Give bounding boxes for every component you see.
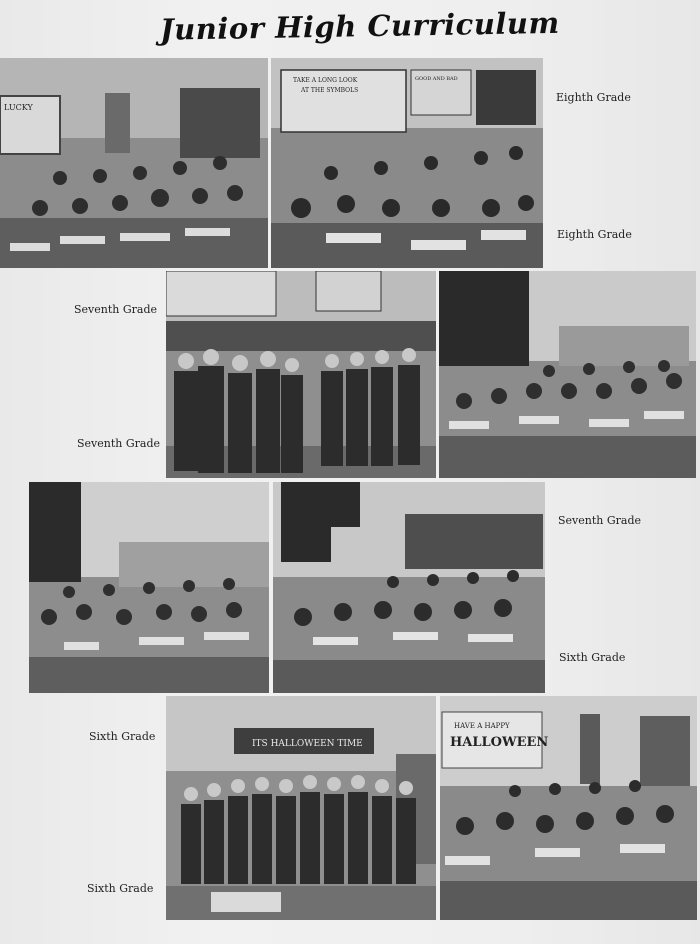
halloween-banner-text: ITS HALLOWEEN TIME xyxy=(252,739,363,749)
caption-eighth-grade-2: Eighth Grade xyxy=(557,228,632,241)
halloween-sign-text-2: HALLOWEEN xyxy=(450,735,549,750)
class-photo-seventh-grade-3 xyxy=(29,482,269,693)
caption-seventh-grade-3: Seventh Grade xyxy=(558,514,642,527)
bulletin-text-3: GOOD AND BAD xyxy=(415,76,458,82)
caption-sixth-grade-3: Sixth Grade xyxy=(87,882,154,895)
bulletin-text-2: AT THE SYMBOLS xyxy=(301,87,359,94)
sign-text: LUCKY xyxy=(4,103,33,112)
halloween-sign-text-1: HAVE A HAPPY xyxy=(454,722,510,730)
caption-seventh-grade-1: Seventh Grade xyxy=(74,303,158,316)
bulletin-text-1: TAKE A LONG LOOK xyxy=(293,77,358,84)
caption-seventh-grade-2: Seventh Grade xyxy=(77,437,161,450)
caption-sixth-grade-2: Sixth Grade xyxy=(89,730,156,743)
class-photo-eighth-grade-1 xyxy=(0,58,268,268)
page-title: Junior High Curriculum xyxy=(159,5,560,47)
class-photo-seventh-grade-2 xyxy=(439,271,696,478)
class-photo-sixth-grade-2 xyxy=(166,696,436,920)
class-photo-sixth-grade-3 xyxy=(440,696,697,920)
caption-eighth-grade-1: Eighth Grade xyxy=(556,91,631,104)
caption-sixth-grade-1: Sixth Grade xyxy=(559,651,626,664)
class-photo-eighth-grade-2 xyxy=(271,58,543,268)
class-photo-sixth-grade-1 xyxy=(273,482,545,693)
class-photo-seventh-grade-1 xyxy=(166,271,436,478)
